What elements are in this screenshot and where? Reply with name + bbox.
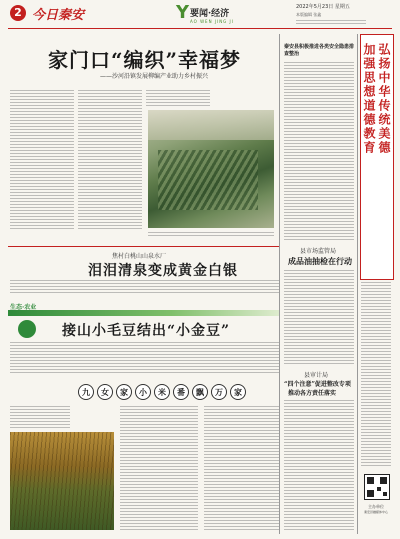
editor-line: 本版编辑 张鑫 (296, 12, 322, 17)
right-column-1 (282, 246, 356, 366)
potato-headline: 接山小毛豆结出“小金豆” (62, 323, 231, 339)
section-pinyin: AO WEN JING JI (190, 19, 234, 24)
lead-photo-caption (148, 232, 274, 238)
millet-char: 家 (116, 384, 132, 400)
millet-char: 小 (135, 384, 151, 400)
millet-title-row (78, 384, 246, 400)
brief-title: 秦安县积极推进各类安全隐患排查整治 (284, 44, 355, 57)
column-rule (279, 34, 280, 534)
right2-head3: 推动各方责任落实 (288, 390, 337, 397)
lead-body-col2 (78, 90, 142, 230)
column-rule (357, 34, 358, 534)
issue-date: 2022年5月23日 星期五 (296, 4, 350, 10)
side-body (361, 282, 391, 468)
right1-body (284, 270, 354, 366)
leaf-icon (18, 320, 36, 338)
qr-code-icon (364, 474, 390, 500)
lead-photo (148, 110, 274, 228)
millet-body-mid (120, 406, 198, 530)
millet-section (8, 384, 280, 534)
footer-line1: 主办单位 (368, 504, 384, 509)
section-title: 要闻·经济 (190, 9, 230, 19)
lead-headline: 家门口“编织”幸福梦 (48, 48, 242, 72)
page-number-badge: 2 (10, 5, 26, 21)
slogan-line1: 加强思想道德教育 (362, 43, 376, 155)
spring-headline: 泪泪清泉变成黄金白银 (88, 263, 238, 279)
masthead (0, 0, 400, 34)
masthead-small-print (296, 20, 366, 24)
top-right-brief (282, 34, 354, 244)
right1-head1: 县市场监管局 (300, 248, 337, 255)
slogan-box (360, 34, 394, 280)
millet-char: 飘 (192, 384, 208, 400)
potato-section (8, 300, 280, 376)
masthead-rule (8, 28, 392, 29)
far-right-lower (360, 282, 392, 534)
lead-story (8, 34, 276, 244)
right2-body (284, 400, 354, 530)
millet-char: 番 (173, 384, 189, 400)
spring-body (10, 280, 280, 294)
lead-body-col1 (10, 90, 74, 230)
millet-char: 万 (211, 384, 227, 400)
right2-head1: 县审计局 (304, 372, 329, 379)
lead-body-col3 (146, 90, 210, 106)
right2-head2: “四个注意”促进整改专项 (284, 381, 351, 388)
banner-label: 生态·农业 (10, 304, 37, 311)
spring-kicker: 焦村白桃山山泉水厂 (112, 253, 167, 260)
potato-body (10, 342, 280, 374)
millet-char: 女 (97, 384, 113, 400)
green-banner (8, 310, 280, 316)
paper-name: 今日秦安 (32, 8, 85, 23)
millet-char: 米 (154, 384, 170, 400)
right1-head2: 成品油抽检在行动 (288, 256, 352, 266)
millet-body-right (204, 406, 280, 530)
millet-char: 九 (78, 384, 94, 400)
section-letter: Y (176, 2, 190, 23)
lead-subhead: ——沙河沿镇发展柳编产业助力乡村振兴 (100, 73, 209, 80)
spring-top-rule (8, 246, 280, 247)
millet-char: 家 (230, 384, 246, 400)
slogan-line2: 弘扬中华传统美德 (377, 43, 391, 155)
millet-photo (10, 432, 114, 530)
footer-line2: 秦安县融媒体中心 (363, 510, 388, 514)
right-column-2 (282, 370, 356, 534)
millet-body-left (10, 406, 70, 428)
brief-body (284, 62, 354, 240)
